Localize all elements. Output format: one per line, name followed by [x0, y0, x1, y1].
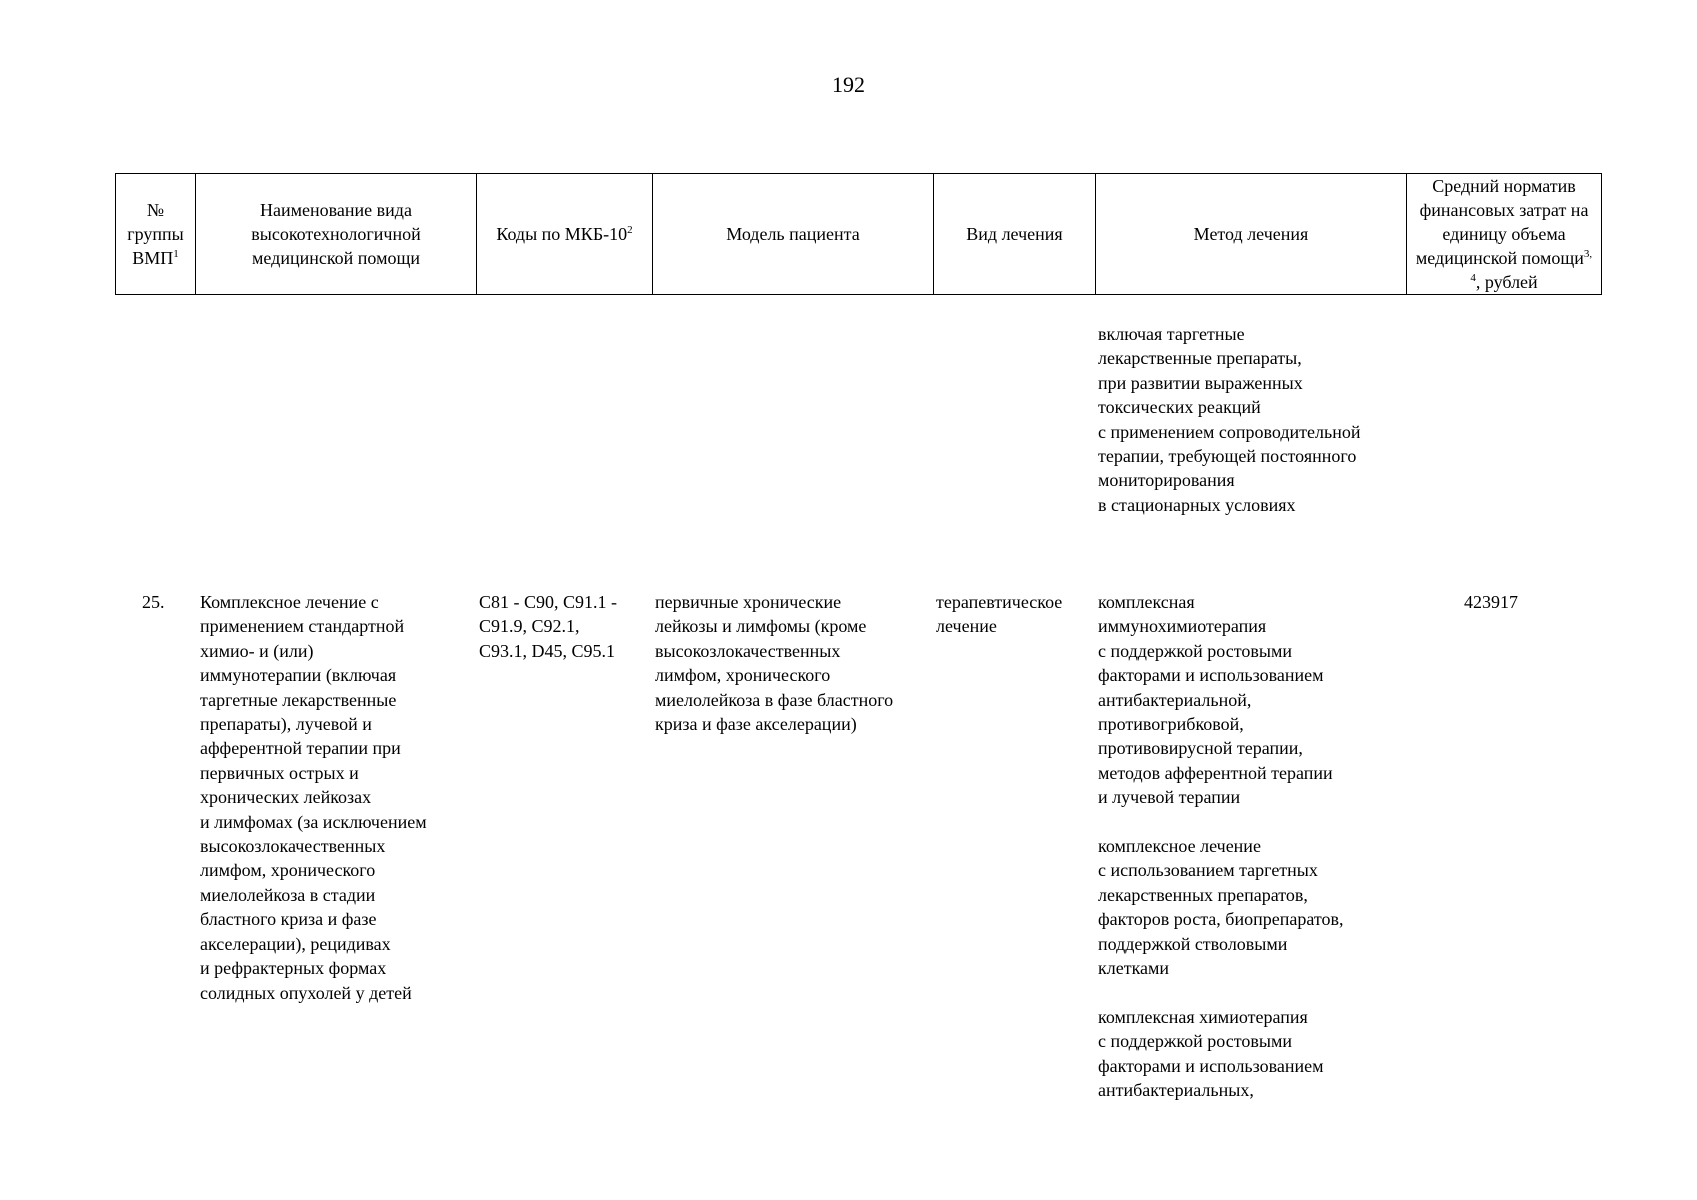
patient-model: первичные хронические лейкозы и лимфомы (кроме высокозлокачественных лимфом, хронического миелолейкоза в фазе бластного криза и фазе акселерации): [655, 592, 894, 735]
page-number: 192: [832, 72, 865, 97]
header-treatment-type: Вид лечения: [934, 174, 1096, 295]
care-type-name: Комплексное лечение с применением стандартной химио- и (или) иммунотерапии (включая таргетные лекарственные препараты), лучевой и афферентной терапии при первичных острых и хронических лейкозах и лимфомах (за исключением высокозлокачественных лимфом, хронического миелолейкоза в стадии бластного криза и фазе акселерации), рецидивах и рефрактерных формах солидных опухолей у детей: [200, 592, 427, 1003]
row-number: 25.: [142, 592, 165, 612]
icd-codes: C81 - C90, C91.1 - C91.9, C92.1, C93.1, D45, C95.1: [479, 592, 618, 661]
header-average-cost: Средний норматив финансовых затрат на единицу объема медицинской помощи$^{3, 4}$, рублей: [1407, 174, 1602, 295]
header-treatment-method: Метод лечения: [1096, 174, 1407, 295]
header-patient-model: Модель пациента: [653, 174, 934, 295]
header-group-number: № группы ВМП$^1$: [116, 174, 196, 295]
treatment-type: терапевтическое лечение: [936, 592, 1063, 637]
method-paragraph: комплексное лечение с использованием таргетных лекарственных препаратов, факторов роста, биопрепаратов, поддержкой стволовыми клетками: [1098, 836, 1344, 979]
average-cost: 423917: [1464, 592, 1518, 612]
header-care-type: Наименование вида высокотехнологичной медицинской помощи: [196, 174, 477, 295]
table-header: [115, 173, 1602, 295]
method-paragraph: комплексная иммунохимиотерапия с поддержкой ростовыми факторами и использованием антибактериальной, противогрибковой, противовирусной терапии, методов афферентной терапии и лучевой терапии: [1098, 592, 1333, 808]
method-continuation: включая таргетные лекарственные препараты, при развитии выраженных токсических реакций с применением сопроводительной терапии, требующей постоянного мониторирования в стационарных условиях: [1098, 324, 1361, 515]
header-icd-codes: Коды по МКБ-$10^2$: [477, 174, 653, 295]
treatment-methods: [1098, 590, 1344, 1103]
method-paragraph: комплексная химиотерапия с поддержкой ростовыми факторами и использованием антибактериальных,: [1098, 1006, 1324, 1101]
